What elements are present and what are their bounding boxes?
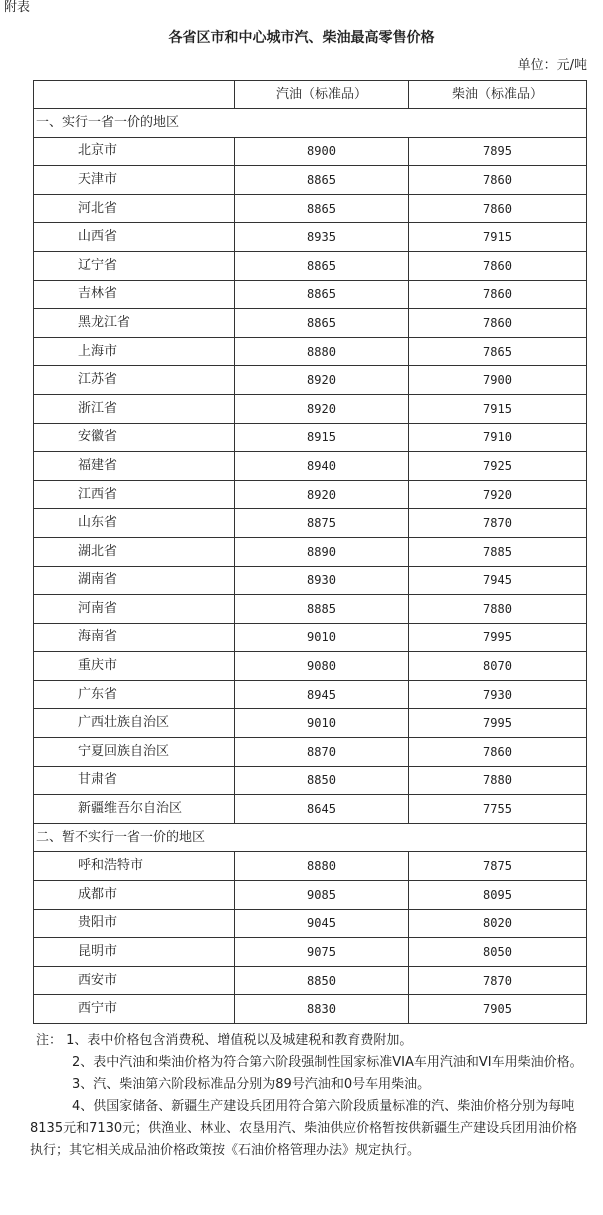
region-name: 河南省 xyxy=(34,595,235,624)
region-name: 湖南省 xyxy=(34,566,235,595)
table-row xyxy=(34,223,587,252)
table-row xyxy=(34,595,587,624)
diesel-price: 7910 xyxy=(409,423,587,452)
region-name: 西安市 xyxy=(34,966,235,995)
section-row xyxy=(34,109,587,138)
section-label: 二、暂不实行一省一价的地区 xyxy=(34,823,587,852)
region-name: 福建省 xyxy=(34,452,235,481)
diesel-price: 7880 xyxy=(409,595,587,624)
region-name: 安徽省 xyxy=(34,423,235,452)
header-diesel: 柴油（标准品） xyxy=(409,81,587,109)
gasoline-price: 8870 xyxy=(235,738,409,767)
region-name: 广东省 xyxy=(34,680,235,709)
gasoline-price: 8880 xyxy=(235,852,409,881)
gasoline-price: 9075 xyxy=(235,938,409,967)
gasoline-price: 8850 xyxy=(235,966,409,995)
region-name: 广西壮族自治区 xyxy=(34,709,235,738)
region-name: 甘肃省 xyxy=(34,766,235,795)
table-row xyxy=(34,537,587,566)
note-1: 注： 1、表中价格包含消费税、增值税以及城建税和教育费附加。 xyxy=(36,1033,413,1048)
price-table-body xyxy=(34,81,587,1024)
table-row xyxy=(34,995,587,1024)
note-2: 2、表中汽油和柴油价格为符合第六阶段强制性国家标准VIA车用汽油和VI车用柴油价格。 xyxy=(72,1055,583,1070)
diesel-price: 7930 xyxy=(409,680,587,709)
region-name: 浙江省 xyxy=(34,394,235,423)
gasoline-price: 8885 xyxy=(235,595,409,624)
region-name: 呼和浩特市 xyxy=(34,852,235,881)
diesel-price: 7860 xyxy=(409,251,587,280)
header-empty-cell xyxy=(34,81,235,109)
region-name: 山西省 xyxy=(34,223,235,252)
table-row xyxy=(34,452,587,481)
gasoline-price: 8890 xyxy=(235,537,409,566)
table-row xyxy=(34,337,587,366)
diesel-price: 7880 xyxy=(409,766,587,795)
gasoline-price: 8920 xyxy=(235,366,409,395)
table-row xyxy=(34,194,587,223)
gasoline-price: 9045 xyxy=(235,909,409,938)
table-row xyxy=(34,652,587,681)
section-label: 一、实行一省一价的地区 xyxy=(34,109,587,138)
table-row xyxy=(34,566,587,595)
table-row xyxy=(34,881,587,910)
diesel-price: 8020 xyxy=(409,909,587,938)
region-name: 江西省 xyxy=(34,480,235,509)
table-row xyxy=(34,852,587,881)
region-name: 成都市 xyxy=(34,881,235,910)
table-row xyxy=(34,795,587,824)
table-row xyxy=(34,938,587,967)
gasoline-price: 9010 xyxy=(235,623,409,652)
diesel-price: 7860 xyxy=(409,738,587,767)
gasoline-price: 8865 xyxy=(235,309,409,338)
page-title: 各省区市和中心城市汽、柴油最高零售价格 xyxy=(168,30,435,46)
table-row xyxy=(34,394,587,423)
gasoline-price: 8850 xyxy=(235,766,409,795)
gasoline-price: 8915 xyxy=(235,423,409,452)
gasoline-price: 9010 xyxy=(235,709,409,738)
table-row xyxy=(34,251,587,280)
gasoline-price: 8865 xyxy=(235,251,409,280)
region-name: 江苏省 xyxy=(34,366,235,395)
notes-block xyxy=(30,1030,590,1162)
region-name: 黑龙江省 xyxy=(34,309,235,338)
diesel-price: 7945 xyxy=(409,566,587,595)
table-header-row xyxy=(34,81,587,109)
price-table xyxy=(33,80,587,1024)
diesel-price: 7895 xyxy=(409,137,587,166)
diesel-price: 7870 xyxy=(409,509,587,538)
diesel-price: 7860 xyxy=(409,280,587,309)
gasoline-price: 8920 xyxy=(235,480,409,509)
gasoline-price: 8935 xyxy=(235,223,409,252)
table-row xyxy=(34,309,587,338)
unit-label: 单位：元/吨 xyxy=(517,58,587,73)
region-name: 新疆维吾尔自治区 xyxy=(34,795,235,824)
gasoline-price: 8865 xyxy=(235,194,409,223)
gasoline-price: 8830 xyxy=(235,995,409,1024)
region-name: 河北省 xyxy=(34,194,235,223)
table-row xyxy=(34,623,587,652)
diesel-price: 8095 xyxy=(409,881,587,910)
gasoline-price: 9085 xyxy=(235,881,409,910)
diesel-price: 7860 xyxy=(409,166,587,195)
diesel-price: 7915 xyxy=(409,394,587,423)
gasoline-price: 8940 xyxy=(235,452,409,481)
diesel-price: 8070 xyxy=(409,652,587,681)
diesel-price: 7875 xyxy=(409,852,587,881)
diesel-price: 7885 xyxy=(409,537,587,566)
gasoline-price: 8865 xyxy=(235,280,409,309)
region-name: 上海市 xyxy=(34,337,235,366)
diesel-price: 7995 xyxy=(409,709,587,738)
note-3: 3、汽、柴油第六阶段标准品分别为89号汽油和0号车用柴油。 xyxy=(72,1077,431,1092)
diesel-price: 7860 xyxy=(409,194,587,223)
gasoline-price: 8645 xyxy=(235,795,409,824)
section-row xyxy=(34,823,587,852)
header-gasoline: 汽油（标准品） xyxy=(235,81,409,109)
gasoline-price: 8945 xyxy=(235,680,409,709)
gasoline-price: 8875 xyxy=(235,509,409,538)
table-row xyxy=(34,166,587,195)
table-row xyxy=(34,480,587,509)
table-row xyxy=(34,509,587,538)
region-name: 天津市 xyxy=(34,166,235,195)
region-name: 贵阳市 xyxy=(34,909,235,938)
table-row xyxy=(34,137,587,166)
region-name: 辽宁省 xyxy=(34,251,235,280)
diesel-price: 7755 xyxy=(409,795,587,824)
diesel-price: 7920 xyxy=(409,480,587,509)
region-name: 湖北省 xyxy=(34,537,235,566)
gasoline-price: 8865 xyxy=(235,166,409,195)
diesel-price: 7995 xyxy=(409,623,587,652)
diesel-price: 7860 xyxy=(409,309,587,338)
table-row xyxy=(34,709,587,738)
region-name: 海南省 xyxy=(34,623,235,652)
table-row xyxy=(34,366,587,395)
note-4: 4、供国家储备、新疆生产建设兵团用符合第六阶段质量标准的汽、柴油价格分别为每吨8135元和7130元；供渔业、林业、农垦用汽、柴油供应价格暂按供新疆生产建设兵团用油价格执行；其它相关成品油价格政策按《石油价格管理办法》规定执行。 xyxy=(30,1099,578,1158)
table-row xyxy=(34,680,587,709)
diesel-price: 7915 xyxy=(409,223,587,252)
region-name: 昆明市 xyxy=(34,938,235,967)
diesel-price: 7870 xyxy=(409,966,587,995)
region-name: 北京市 xyxy=(34,137,235,166)
region-name: 吉林省 xyxy=(34,280,235,309)
table-row xyxy=(34,738,587,767)
table-row xyxy=(34,766,587,795)
region-name: 重庆市 xyxy=(34,652,235,681)
gasoline-price: 8900 xyxy=(235,137,409,166)
diesel-price: 7925 xyxy=(409,452,587,481)
diesel-price: 7905 xyxy=(409,995,587,1024)
gasoline-price: 8930 xyxy=(235,566,409,595)
gasoline-price: 8920 xyxy=(235,394,409,423)
table-row xyxy=(34,909,587,938)
appendix-label: 附表 xyxy=(4,0,31,15)
gasoline-price: 8880 xyxy=(235,337,409,366)
region-name: 山东省 xyxy=(34,509,235,538)
table-row xyxy=(34,423,587,452)
table-row xyxy=(34,280,587,309)
diesel-price: 7865 xyxy=(409,337,587,366)
region-name: 宁夏回族自治区 xyxy=(34,738,235,767)
region-name: 西宁市 xyxy=(34,995,235,1024)
table-row xyxy=(34,966,587,995)
diesel-price: 7900 xyxy=(409,366,587,395)
gasoline-price: 9080 xyxy=(235,652,409,681)
diesel-price: 8050 xyxy=(409,938,587,967)
